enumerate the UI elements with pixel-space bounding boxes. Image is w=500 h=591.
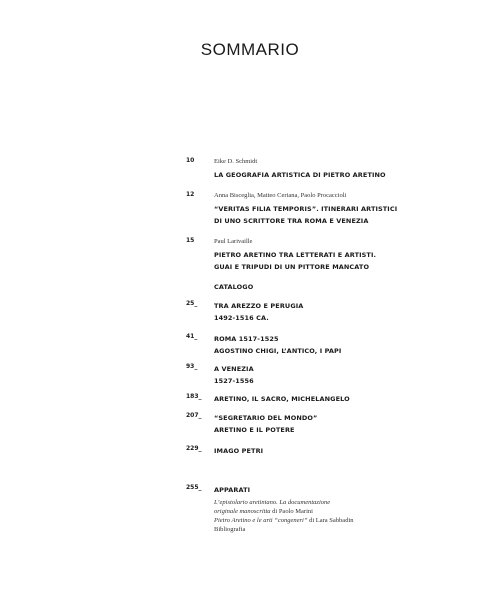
entry-author: Eike D. Schmidt xyxy=(214,158,258,165)
entry-title: A VENEZIA xyxy=(214,365,254,373)
entry-title: IMAGO PETRI xyxy=(214,447,264,455)
entry-title: PIETRO ARETINO TRA LETTERATI E ARTISTI. xyxy=(214,251,377,259)
entry-title: TRA AREZZO E PERUGIA xyxy=(214,302,304,310)
apparati-item-title: Pietro Aretino e le arti “congeneri” xyxy=(214,517,308,524)
page-number: 10 xyxy=(186,157,195,164)
entry-title: ROMA 1517-1525 xyxy=(214,335,279,343)
apparati-item xyxy=(214,507,464,516)
apparati-item-title: Bibliografia xyxy=(214,526,246,533)
apparati-item-title: originale manoscritta xyxy=(214,508,271,515)
page-number: 229_ xyxy=(186,445,202,452)
entry-title: ARETINO, IL SACRO, MICHELANGELO xyxy=(214,395,350,403)
apparati-item xyxy=(214,525,464,534)
page-number: 12 xyxy=(186,191,195,198)
entry-title: 1527-1556 xyxy=(214,377,254,385)
entry-title: AGOSTINO CHIGI, L’ANTICO, I PAPI xyxy=(214,347,342,355)
apparati-item xyxy=(214,516,464,525)
entry-title: LA GEOGRAFIA ARTISTICA DI PIETRO ARETINO xyxy=(214,171,386,179)
page-number: 207_ xyxy=(186,412,202,419)
page-number: 15 xyxy=(186,237,195,244)
page-number: 25_ xyxy=(186,300,198,307)
apparati-item-author: di Paolo Marini xyxy=(270,508,313,515)
catalogo-heading: CATALOGO xyxy=(214,283,254,291)
entry-title: 1492-1516 CA. xyxy=(214,314,269,322)
entry-author: Paul Larivaille xyxy=(214,238,253,245)
page-number: 183_ xyxy=(186,393,202,400)
entry-title: APPARATI xyxy=(214,486,251,494)
page-number: 41_ xyxy=(186,333,198,340)
entry-author: Anna Bisceglia, Matteo Ceriana, Paolo Procaccioli xyxy=(214,192,347,199)
entry-title: “VERITAS FILIA TEMPORIS”. ITINERARI ARTISTICI xyxy=(214,205,398,213)
entry-title: “SEGRETARIO DEL MONDO” xyxy=(214,414,318,422)
page-title: SOMMARIO xyxy=(200,40,300,59)
entry-title: DI UNO SCRITTORE TRA ROMA E VENEZIA xyxy=(214,217,369,225)
apparati-item xyxy=(214,498,464,507)
entry-title: GUAI E TRIPUDI DI UN PITTORE MANCATO xyxy=(214,263,370,271)
apparati-item-title: L’epistolario aretiniano. La documentazione xyxy=(214,499,331,506)
page-number: 93_ xyxy=(186,363,198,370)
entry-title: ARETINO E IL POTERE xyxy=(214,426,295,434)
page-number: 255_ xyxy=(186,484,202,491)
apparati-item-author: di Lara Sabbadin xyxy=(307,517,354,524)
